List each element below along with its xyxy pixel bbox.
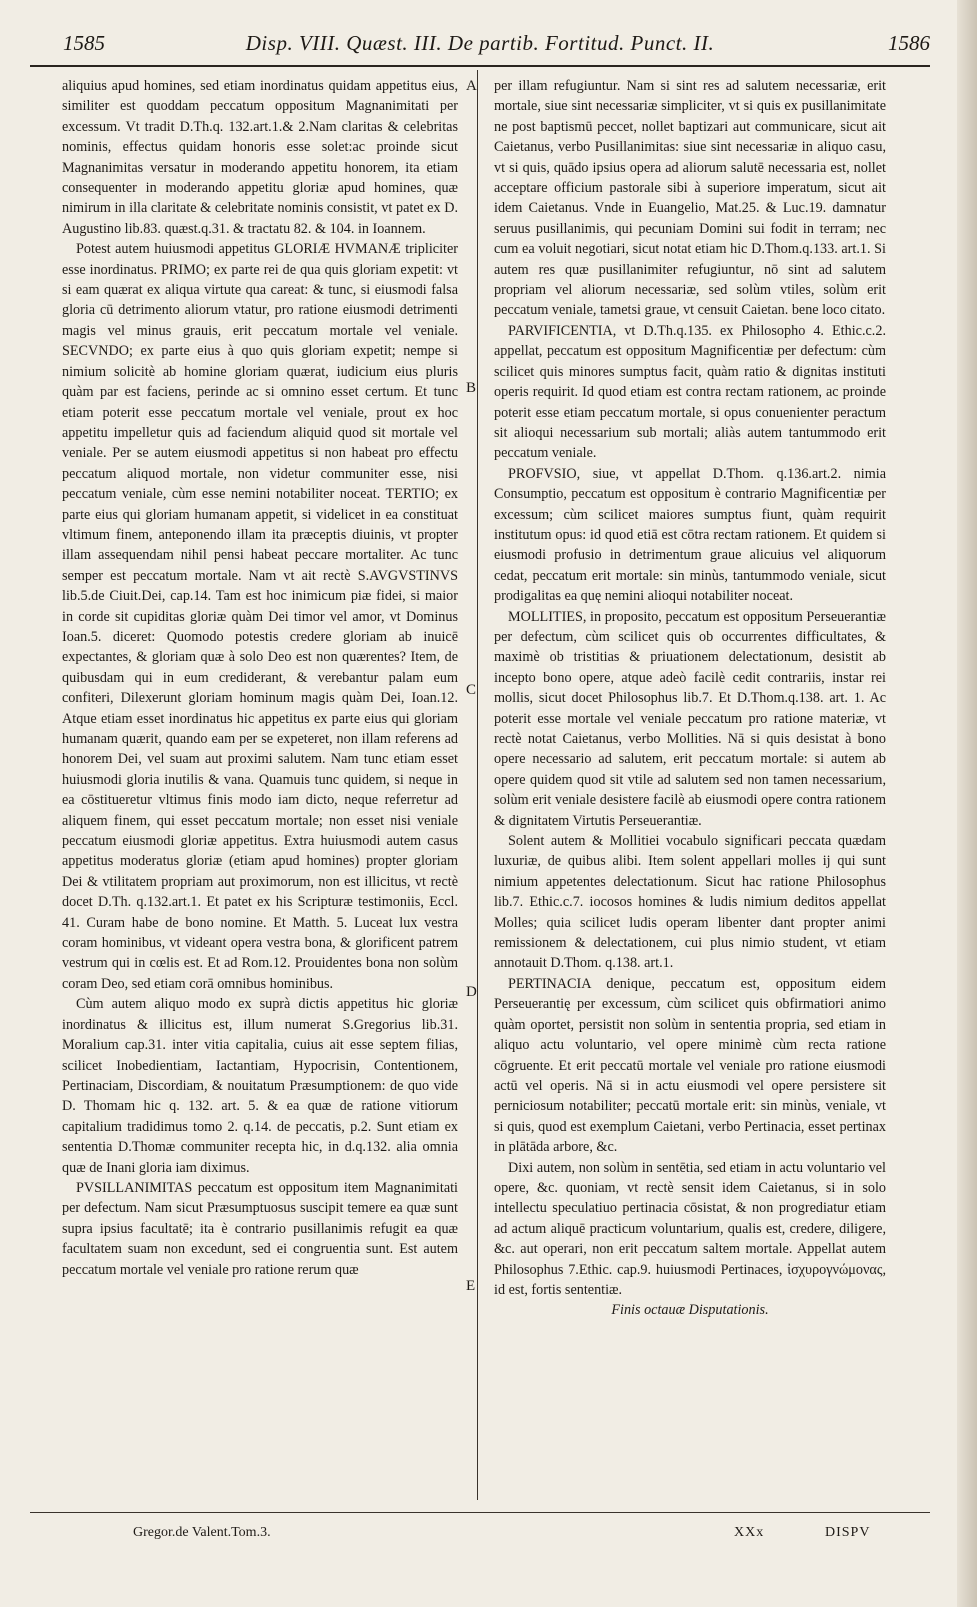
paragraph: aliquius apud homines, sed etiam inordinatus quidam appetitus eius, similiter est quoddam peccatum oppositum Magnanimitati per excessum. Vt tradit D.Th.q. 132.art.1.& 2.Nam claritas & celebritas nominis, effectus quidam honoris esse solet:ac proinde sicut Magnanimitas versatur in moderando appetitu honorem, ita etiam consequenter in moderando appetitu gloriæ apud homines, quæ nimirum in illa claritate & celebritate nominis consistit, vt patet ex D. Augustino lib.83. quæst.q.31. & tractatu 82. & 104. in Ioannem. [62,78,458,237]
header-rule [30,66,930,67]
page-number-right: 1586 [888,31,930,55]
margin-marker-d: D [466,984,477,1000]
signature-mark: XXx [734,1525,765,1540]
paragraph: Cùm autem aliquo modo ex suprà dictis appetitus hic gloriæ inordinatus & illicitus est, illum numerat S.Gregorius lib.31. Moralium cap.31. inter vitia capitalia, cuius ait esse septem filias, scilicet Inobedientiam, Iactantiam, Hypocrisin, Contentionem, Pertinaciam, Discordiam, & nouitatum Præsumptionem: de quo vide D. Thomam hic q. 132. art. 5. & ea quæ de ratione vitiorum capitalium tradidimus tomo 2. q.14. de peccatis, p.2. Sunt etiam ex sententia D.Thomæ communiter recepta hic, in d.q.132. alia omnia quæ de Inani gloria iam diximus. [62,996,458,1176]
paragraph: Potest autem huiusmodi appetitus GLORIÆ HVMANÆ tripliciter esse inordinatus. PRIMO; ex parte rei de qua quis gloriam expetit: vt si eam quærat ex aliqua virtute qua careat: & tunc, si eiusmodi falsa gloria cū detrimento aliorum vtatur, pro ratione eiusmodi detrimenti magis vel minus grauis, erit peccatum mortale vel veniale. SECVNDO; ex parte eius à quo quis gloriam expetit; nempe si nimium solicitè ab homine gloriam quærat, iudicium eius pluris quàm par est faciens, perinde ac si omnino esset certum. Et tunc etiam poterit esse peccatum mortale vel veniale, prout ex hoc appetitu impelletur quis ad faciendum aliquid quod sit mortale vel veniale. Per se autem eiusmodi appetitus si non habeat pro effectu peccatum aliquod mortale, non videtur communiter esse, nisi peccatum veniale, cùm esse nemini notabiliter noceat. TERTIO; ex parte eius qui gloriam humanam appetit, si videlicet in ea constituat vltimum finem, anteponendo illam ita præceptis diuinis, vt propter illam assequendam nihil pensi habeat peccare mortaliter. Ac tunc semper est peccatum mortale. Nam vt ait rectè S.AVGVSTINVS lib.5.de Ciuit.Dei, cap.14. Tam est hoc inimicum piæ fidei, si maior in corde sit cupiditas gloriæ quàm Dei timor vel amor, vt Dominus Ioan.5. diceret: Quomodo potestis credere gloriam ab inuicē expectantes, & gloriam quæ à solo Deo est non quærentes? Item, de quibusdam qui in eum crediderant, & verebantur palam eum confiteri, Dilexerunt gloriam hominum magis quàm Dei, Ioan.12. Atque etiam esset inordinatus hic appetitus ex parte eius qui gloriam humanam quærit, quando eam per se expeteret, non illam referens ad honorem Dei, vel suam aut proximi salutem. Nam tunc etiam esset huiusmodi gloria inutilis & vana. Quamuis tunc quidem, si neque in ea cōstitueretur vltimus finis modo iam dicto, neque referretur ad aliquem finem, qui esset peccatum mortale; non esset nisi veniale peccatum eiusmodi gloriæ appetitus. Extra huiusmodi autem casus appetitus moderatus gloriæ (etiam apud homines) propter gloriam Dei & vtilitatem propriam aut proximorum, non est illicitus, vt rectè docet D.Th. q.132.art.1. Et patet ex his Scripturæ testimoniis, Eccl. 41. Curam habe de bono nomine. Et Matth. 5. Luceat lux vestra coram hominibus, vt videant opera vestra bona, & glorificent patrem vestrum qui in cœlis est. Et ad Rom.12. Prouidentes bona non solùm coram Deo, sed etiam corā omnibus hominibus. [62,241,458,992]
paragraph: PVSILLANIMITAS peccatum est oppositum item Magnanimitati per defectum. Nam sicut Præsumptuosus suscipit temere ea quæ sunt supra ipsius facultatē; ita è contrario pusillanimis refugit ea quæ facultatem suam non excedunt, sed ei congruentia sunt. Est autem peccatum mortale vel veniale pro ratione rerum quæ [62,1179,458,1278]
page-number-left: 1585 [63,31,105,55]
signature-note: Gregor.de Valent.Tom.3. [133,1525,271,1540]
paragraph: MOLLITIES, in proposito, peccatum est oppositum Perseuerantiæ per defectum, cùm scilicet quis ob occurrentes difficultates, & maximè ob tristitias & priuationem delectationum, desistit ab incepto bono opere, atque adeò facilè cedit contrariis, instar rei mollis, sicut docet Philosophus lib.7. Et D.Thom.q.138. art. 1. Ac poterit esse mortale vel veniale peccatum pro ratione materiæ, vt rectè notat Caietanus, verbo Mollities. Nā si quis desistat à bono opere necessario ad salutem, erit peccatum mortale: si autem ab opere quidem quod sit vtile ad salutem sed non tamen necessarium, solùm erit veniale desistere facilè ab eiusmodi opere contra rationem & dignitatem Virtutis Perseuerantiæ. [494,608,886,829]
margin-marker-c: C [466,682,477,698]
paragraph: PERTINACIA denique, peccatum est, oppositum eidem Perseuerantię per excessum, cùm scilicet quis obfirmatiori animo quàm oportet, persistit non solùm in sententia propria, sed etiam in aliquo actu voluntario, vel opere minimè cùm recta ratione cōgruente. Et erit peccatū mortale vel veniale pro ratione eiusmodi actū vel operis. Nā si in actu eiusmodi vel opere persistere sit perniciosum notabiliter; peccatū mortale erit: sin minùs, veniale, vt si quis, quod est exemplum Caietani, verbo Pertinacia, esset pertinax in plātāda arbore, &c. [494,975,886,1156]
right-column [494,76,886,1506]
paragraph: Solent autem & Mollitiei vocabulo significari peccata quædam luxuriæ, de quibus alibi. Item solent appellari molles ij qui sunt nimium appetentes delectationum. Sicut hac ratione Philosophus lib.7. Ethic.c.7. iocosos homines & ludis nimium deditos appellat Molles; quia scilicet ludis operam libenter dant propter animi remissionem & delectationem, cui plus nimio student, vt etiam annotauit D.Thom. q.138. art.1. [494,833,886,972]
paragraph: PROFVSIO, siue, vt appellat D.Thom. q.136.art.2. nimia Consumptio, peccatum est oppositum è contrario Magnificentiæ per excessum; cùm scilicet maiores sumptus fiunt, quàm requirit institutum opus: id quod etiā est cōtra rectam rationem. Et quidem si eiusmodi profusio in detrimentum graue alicuius vel aliquorum cedat, peccatum erit mortale: sin minùs, tantummodo veniale, sicut prodigalitas ea quę nemini alioqui notabiliter noceat. [494,465,886,605]
paragraph: Dixi autem, non solùm in sentētia, sed etiam in actu voluntario vel opere, &c. quoniam, vt rectè sensit idem Caietanus, si in solo intellectu speculatiuo pertinacia cōsistat, & non progrediatur etiam ad actum aliquē practicum voluntarium, qualis est, credere, diligere, &c. aut operari, non erit peccatum saltem mortale. Appellat autem Philosophus 7.Ethic. cap.9. huiusmodi Pertinaces, ἰσχυρογνώμονας, id est, fortis sententiæ. [494,1159,886,1298]
footer-rule [30,1512,930,1513]
left-column [62,76,458,1506]
margin-marker-b: B [466,380,477,396]
paragraph: PARVIFICENTIA, vt D.Th.q.135. ex Philosopho 4. Ethic.c.2. appellat, peccatum est oppositum Magnificentiæ per defectum: cùm scilicet quis minores sumptus facit, quàm ratio & dignitas instituti operis requirit. Id quod etiam est contra rectam rationem, ac proinde poterit esse etiam peccatum mortale, si opus conuenienter peractum sit alioqui necessarium sub mortali; aliàs autem tantummodo erit peccatum veniale. [494,322,886,462]
column-divider [477,70,478,1500]
page-header [30,25,930,66]
disputation-end-note: Finis octauæ Disputationis. [611,1302,769,1319]
page-edge-shadow [957,0,977,1607]
margin-marker-a: A [466,78,477,94]
margin-marker-e: E [466,1278,476,1294]
catchword: DISPV [825,1525,871,1540]
page-footer [30,1525,930,1555]
running-title: Disp. VIII. Quæst. III. De partib. Fortitud. Punct. II. [245,31,715,55]
paragraph: per illam refugiuntur. Nam si sint res ad salutem necessariæ, erit mortale, siue sint necessariæ simpliciter, vt si quis ex pusillanimitate ne post baptismū peccet, nollet baptizari aut communicare, sicut ait Caietanus, verbo Pusillanimitas: siue sint necessariæ in aliquo casu, vt si quis, quādo ipsius opera ad aliorum salutē necessaria est, nollet acceptare officium pastorale sibi à superiore imperatum, sicut ait idem Caietanus. Vnde in Euangelio, Mat.25. & Luc.19. damnatur seruus pusillanimis, qui pecuniam Domini sui fodit in terram; nec cum ea voluit negotiari, sicut notat etiam hic D.Thom.q.133. art.1. Si autem res quæ pusillanimiter refugiuntur, nō sint ad salutem propriam vel aliorum necessariæ, sed solùm vtiles, solùm erit peccatum veniale, tametsi graue, vt censuit Caietan. bene loco citato. [494,78,886,319]
